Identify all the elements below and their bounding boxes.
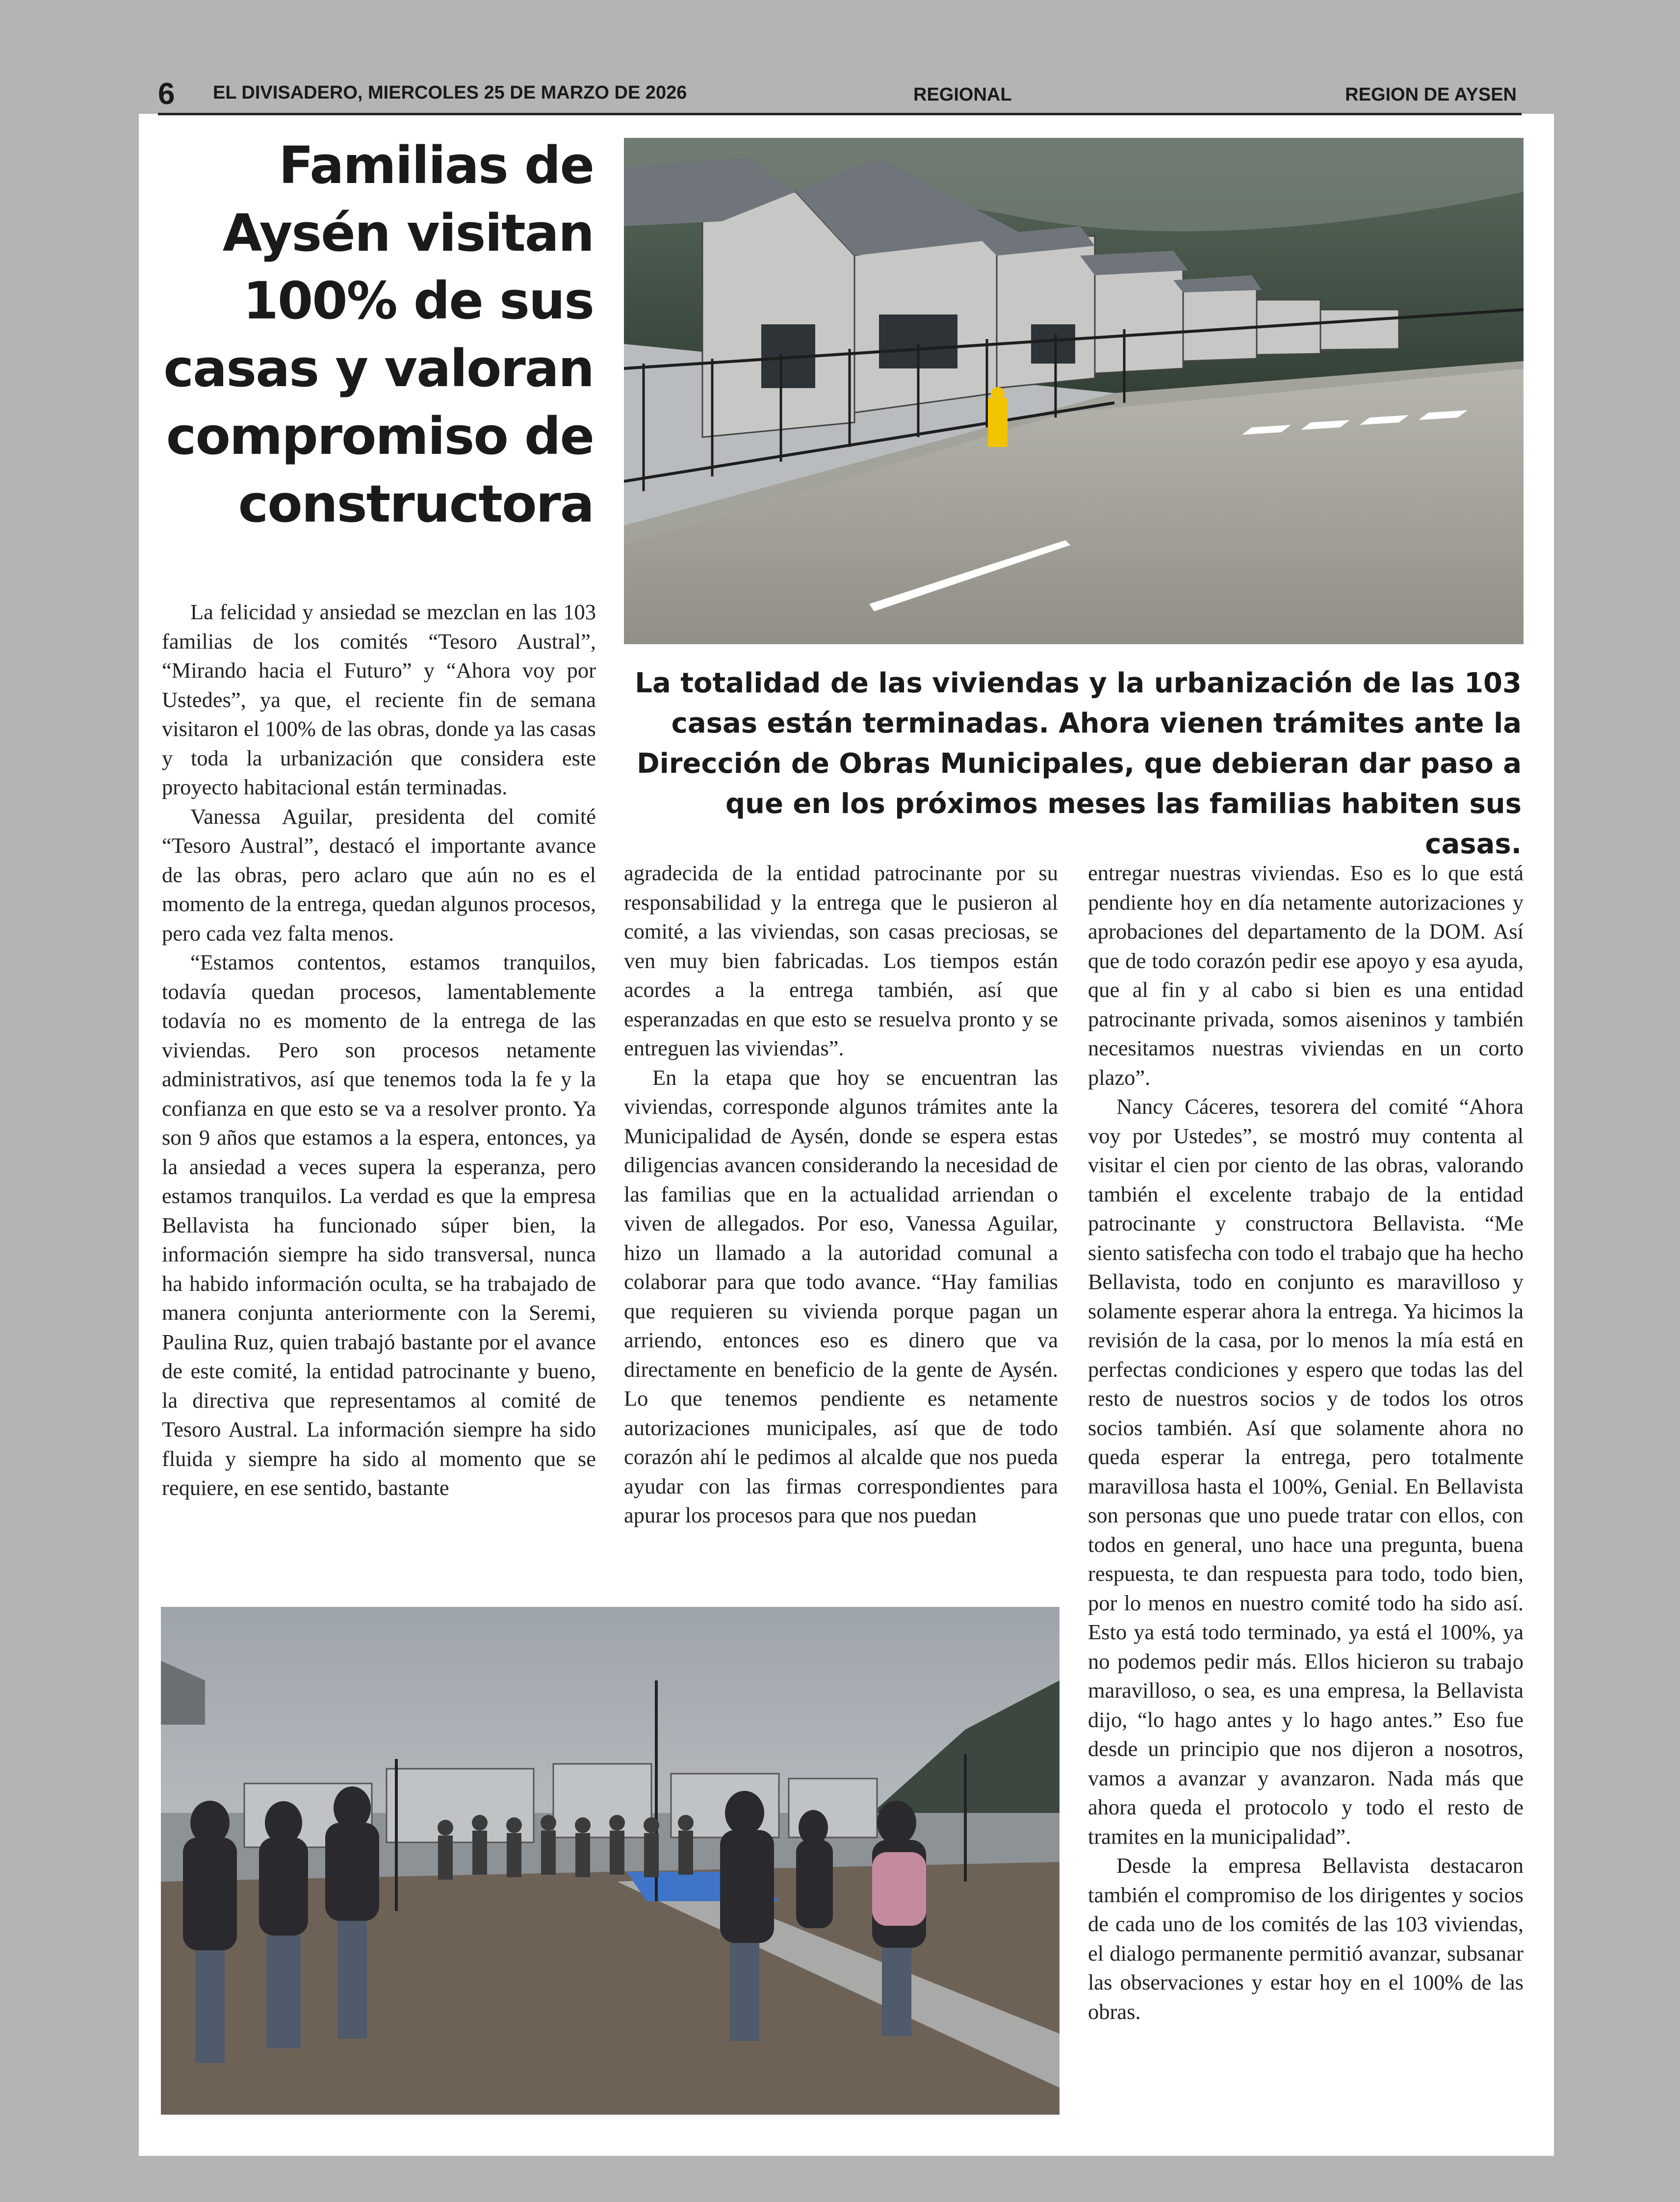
article-column-2 bbox=[624, 859, 1058, 1530]
families-visit-photo bbox=[161, 1607, 1060, 2115]
paragraph: “Estamos contentos, estamos tranquilos, todavía quedan procesos, lamentablemente todavía no es momento de la entrega de las viviendas. Pero son procesos netamente administrativos, así que tenemos toda la fe y la confianza en que esto se va a resolver pronto. Ya son 9 años que estamos a la espera, entonces, ya la ansiedad a veces supera la esperanza, pero estamos tranquilos. La verdad es que la empresa Bellavista ha funcionado súper bien, la información siempre ha sido transversal, nunca ha habido información oculta, se ha trabajado de manera conjunta anteriormente con la Seremi, Paulina Ruz, quien trabajó bastante por el avance de este comité, la entidad patrocinante y bueno, la directiva que representamos al comité de Tesoro Austral. La información siempre ha sido fluida y siempre ha sido al momento que se requiere, en ese sentido, bastante bbox=[162, 950, 596, 1500]
paragraph: En la etapa que hoy se encuentran las viviendas, corresponde algunos trámites ante la Municipalidad de Aysén, donde se espera estas diligencias avancen considerando la necesidad de las familias que en la actualidad arriendan o viven de allegados. Por eso, Vanessa Aguilar, hizo un llamado a la autoridad comunal a colaborar para que todo avance. “Hay familias que requieren su vivienda porque pagan un arriendo, entonces eso es dinero que va directamente en beneficio de la gente de Aysén. Lo que tenemos pendiente es netamente autorizaciones municipales, así que de todo corazón ahí le pedimos al alcalde que nos pueda ayudar con las firmas correspondientes para apurar los procesos para que nos puedan bbox=[624, 1065, 1058, 1527]
paragraph: agradecida de la entidad patrocinante por su responsabilidad y la entrega que le pusieron al comité, a las viviendas, son casas preciosas, se ven muy bien fabricadas. Los tiempos están acordes a la entrega también, así que esperanzadas en que esto se resuelva pronto y se entreguen las viviendas”. bbox=[624, 861, 1058, 1060]
section-label: REGIONAL bbox=[913, 84, 1012, 105]
paragraph: La felicidad y ansiedad se mezclan en las 103 familias de los comités “Tesoro Austral”, “Mirando hacia el Futuro” y “Ahora voy por Ustedes”, ya que, el reciente fin de semana visitaron el 100% de las obras, donde ya las casas y toda la urbanización que considera este proyecto habitacional están terminadas. bbox=[162, 600, 596, 799]
paragraph: entregar nuestras viviendas. Eso es lo que está pendiente hoy en día netamente autorizaciones y aprobaciones del departamento de la DOM. Así que de todo corazón pedir ese apoyo y esa ayuda, que al fin y al cabo si bien es una entidad patrocinante privada, somos aiseninos y también necesitamos nuestras viviendas en un corto plazo”. bbox=[1088, 861, 1524, 1090]
newspaper-dateline: EL DIVISADERO, MIERCOLES 25 DE MARZO DE 2026 bbox=[213, 82, 687, 103]
article-column-3 bbox=[1088, 859, 1524, 2026]
photo-caption: La totalidad de las viviendas y la urbanización de las 103 casas están terminadas. Ahora vienen trámites ante la Dirección de Obras Municipales, que debieran dar paso a que en los próximos meses las familias habiten sus casas. bbox=[635, 667, 1522, 860]
paragraph: Vanessa Aguilar, presidenta del comité “Tesoro Austral”, destacó el importante avance de las obras, pero aclaro que aún no es el momento de la entrega, quedan algunos procesos, pero cada vez falta menos. bbox=[162, 804, 596, 945]
article-column-1 bbox=[162, 598, 596, 1503]
houses-street-photo bbox=[624, 138, 1524, 644]
paragraph: Desde la empresa Bellavista destacaron también el compromiso de los dirigentes y socios de cada uno de los comités de las 103 viviendas, el dialogo permanente permitió avanzar, subsanar las observaciones y estar hoy en el 100% de las obras. bbox=[1088, 1853, 1524, 2024]
paragraph: Nancy Cáceres, tesorera del comité “Ahora voy por Ustedes”, se mostró muy contenta al visitar el cien por ciento de las obras, valorando también el excelente trabajo de la entidad patrocinante y constructora Bellavista. “Me siento satisfecha con todo el trabajo que ha hecho Bellavista, todo en conjunto es maravilloso y solamente esperar ahora la entrega. Ya hicimos la revisión de la casa, por lo menos la mía está en perfectas condiciones y espero que todas las del resto de nuestros socios y de todos los otros socios también. Así que solamente ahora no queda esperar la entrega, pero totalmente maravillosa hasta el 100%, Genial. En Bellavista son personas que uno puede tratar con ellos, con todos en general, uno hace una pregunta, buena respuesta, te dan respuesta para todo, todo bien, por lo menos en nuestro comité todo ha sido así. Esto ya está todo terminado, ya está el 100%, ya no podemos pedir más. Ellos hicieron su trabajo maravilloso, o sea, es una empresa, la Bellavista dijo, “lo hago antes y lo hago antes.” Eso fue desde un principio que nos dijeron a nosotros, vamos a avanzar y avanzaron. Nada más que ahora queda el protocolo y todo el resto de tramites en la municipalidad”. bbox=[1088, 1094, 1524, 1849]
page-header bbox=[158, 79, 1522, 115]
region-label: REGION DE AYSEN bbox=[1345, 84, 1517, 105]
page-number: 6 bbox=[158, 77, 175, 111]
article-headline: Familias de Aysén visitan 100% de sus casas y valoran compromiso de constructora bbox=[163, 135, 594, 534]
